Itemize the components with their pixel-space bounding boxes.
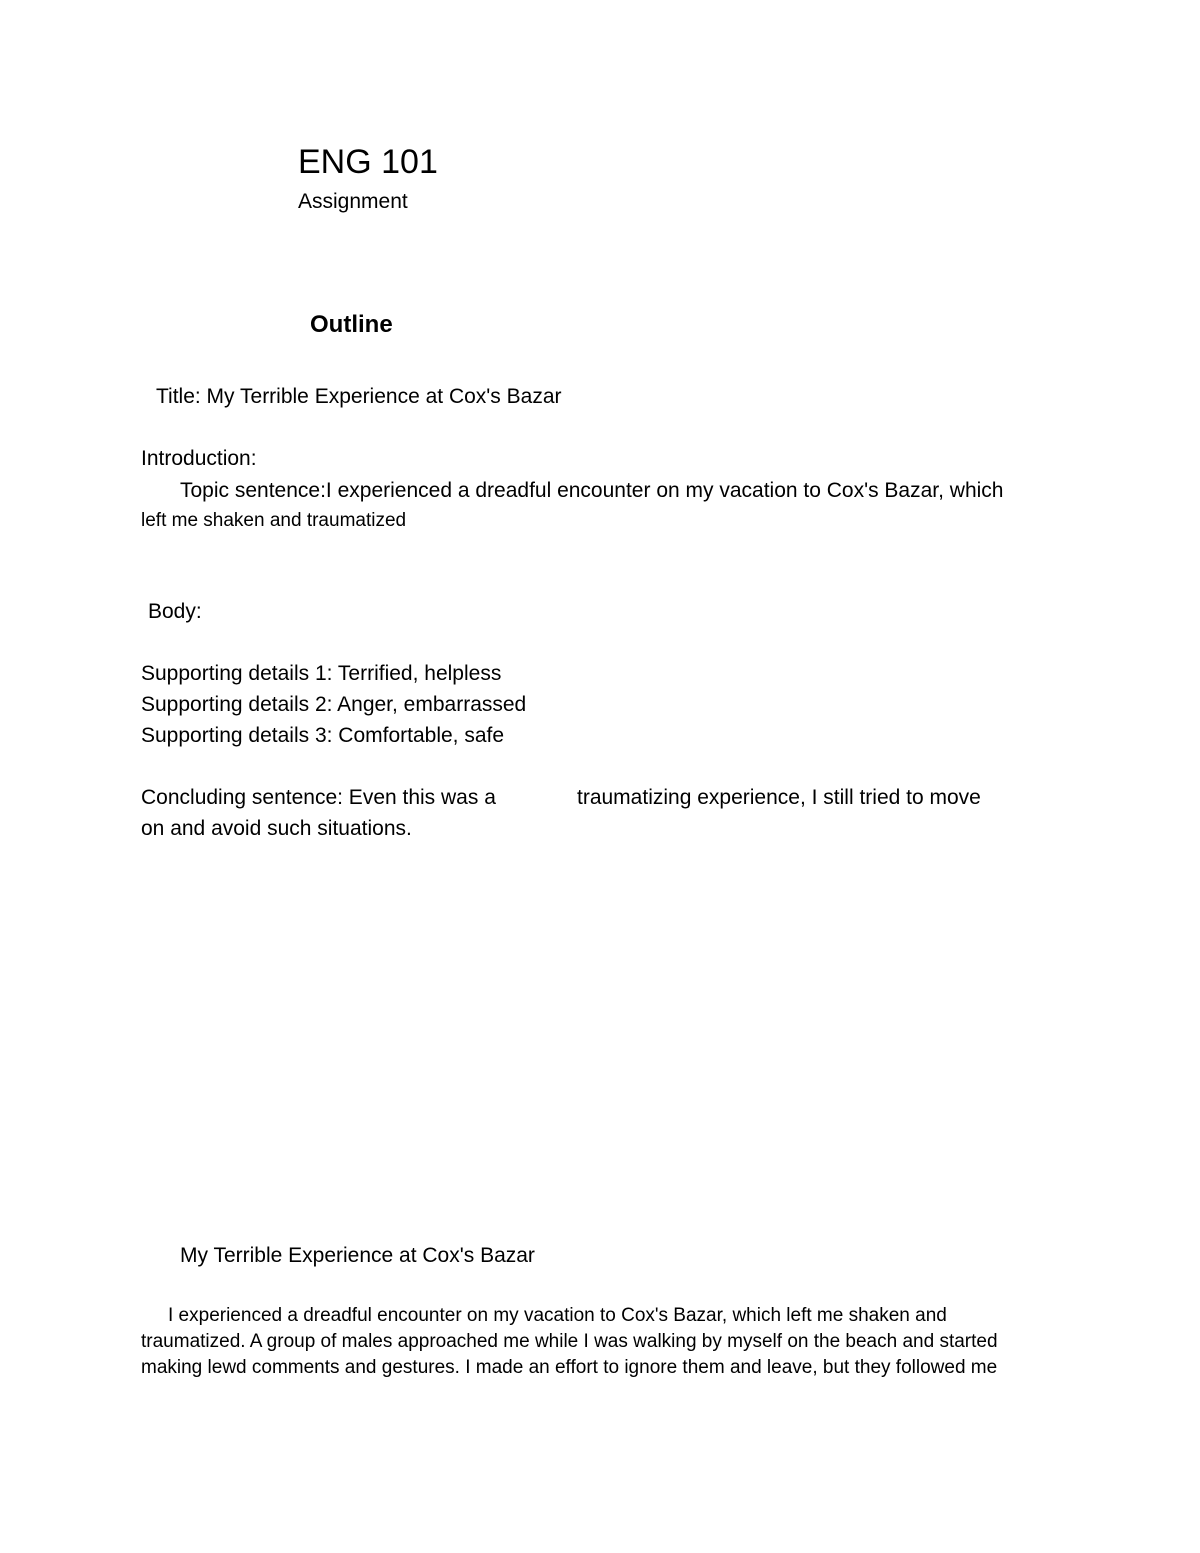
essay-paragraph-line-3: making lewd comments and gestures. I made an effort to ignore them and leave, but they followed me — [141, 1357, 998, 1378]
concluding-sentence-line-2: on and avoid such situations. — [141, 817, 412, 840]
body-label: Body: — [148, 600, 202, 623]
concluding-sentence-part-2: traumatizing experience, I still tried to move — [577, 786, 981, 809]
outline-title-line: Title: My Terrible Experience at Cox's Bazar — [156, 385, 562, 408]
supporting-detail-3: Supporting details 3: Comfortable, safe — [141, 724, 505, 747]
topic-sentence-text-1: Topic sentence:I experienced a dreadful encounter on my vacation to Cox's Bazar, which — [180, 479, 1004, 502]
essay-paragraph-line-2: traumatized. A group of males approached me while I was walking by myself on the beach and started — [141, 1331, 998, 1352]
essay-paragraph-line-1: I experienced a dreadful encounter on my vacation to Cox's Bazar, which left me shaken and — [168, 1305, 947, 1326]
course-title: ENG 101 — [298, 143, 438, 181]
outline-heading: Outline — [310, 311, 393, 338]
topic-sentence-line-1 — [180, 480, 1003, 501]
assignment-subtitle: Assignment — [298, 190, 408, 213]
introduction-label: Introduction: — [141, 447, 257, 470]
supporting-detail-1: Supporting details 1: Terrified, helpless — [141, 662, 502, 685]
concluding-sentence-part-1: Concluding sentence: Even this was a — [141, 786, 496, 809]
topic-sentence-line-2: left me shaken and traumatized — [141, 510, 407, 531]
supporting-detail-2: Supporting details 2: Anger, embarrassed — [141, 693, 527, 716]
essay-title: My Terrible Experience at Cox's Bazar — [180, 1244, 535, 1267]
